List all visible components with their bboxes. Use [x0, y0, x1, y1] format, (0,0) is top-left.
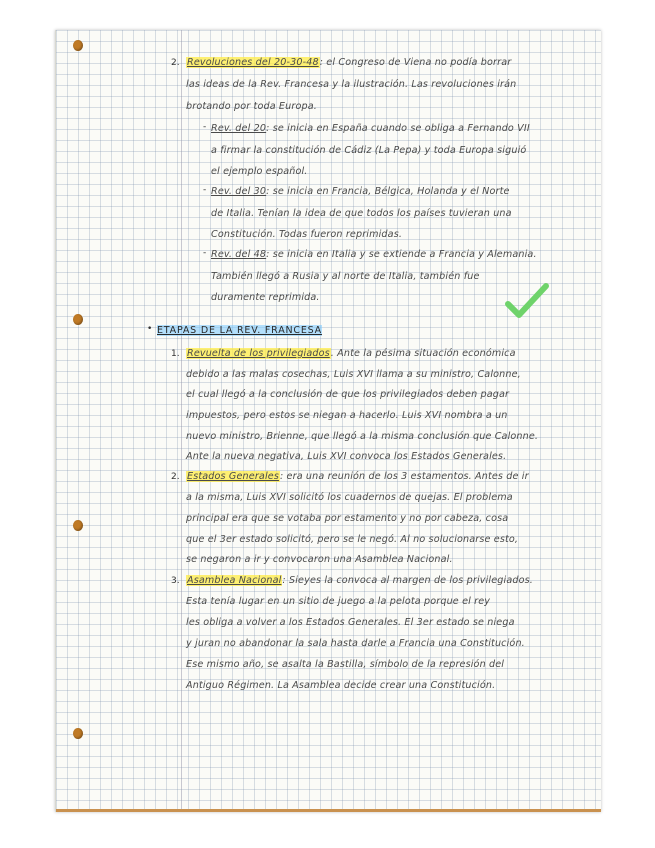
page-edge [56, 809, 601, 812]
text-line [211, 186, 510, 197]
text-line: impuestos, pero estos se niegan a hacerlo. Luis XVI nombra a un [186, 410, 508, 421]
item-number: 1. [171, 349, 180, 359]
sub-title: Rev. del 20 [211, 123, 267, 134]
sub-title: Rev. del 48 [211, 249, 267, 260]
bullet: • [147, 324, 153, 334]
section-title: Revoluciones del 20-30-48 [187, 57, 319, 68]
text-line: nuevo ministro, Brienne, que llegó a la misma conclusión que Calonne. [186, 431, 539, 442]
heading-text: ETAPAS DE LA REV. FRANCESA [157, 325, 322, 336]
text-line [211, 249, 537, 260]
text-line: el ejemplo español. [211, 166, 308, 177]
text-fragment: : se inicia en España cuando se obliga a Fernando VII [266, 123, 530, 134]
text-fragment: : Sieyes la convoca al margen de los privilegiados. [282, 575, 533, 586]
text-line [186, 57, 511, 68]
text-line [186, 471, 529, 482]
section-heading [157, 325, 322, 336]
text-line: principal era que se votaba por estamento y no por cabeza, cosa [186, 513, 509, 524]
text-line: Esta tenía lugar en un sitio de juego a la pelota porque el rey [186, 596, 491, 607]
text-fragment: . Ante la pésima situación económica [330, 348, 516, 359]
text-line: debido a las malas cosechas, Luis XVI llama a su ministro, Calonne, [186, 369, 521, 380]
text-line: a la misma, Luis XVI solicitó los cuadernos de quejas. El problema [186, 492, 513, 503]
text-line: de Italia. Tenían la idea de que todos los países tuvieran una [211, 208, 512, 219]
text-fragment: : se inicia en Francia, Bélgica, Holanda y el Norte [266, 186, 510, 197]
checkmark-icon [505, 282, 549, 320]
text-line: se negaron a ir y convocaron una Asamblea Nacional. [186, 554, 453, 565]
text-line: y juran no abandonar la sala hasta darle a Francia una Constitución. [186, 638, 525, 649]
text-line [186, 348, 516, 359]
item-number: 3. [171, 576, 180, 586]
margin-line [181, 30, 182, 812]
bullet: - [203, 122, 207, 132]
text-line: duramente reprimida. [211, 292, 320, 303]
text-line: las ideas de la Rev. Francesa y la ilustración. Las revoluciones irán [186, 79, 517, 90]
stage-title: Revuelta de los privilegiados [187, 348, 330, 359]
text-fragment: : era una reunión de los 3 estamentos. Antes de ir [279, 471, 529, 482]
text-line: También llegó a Rusia y al norte de Italia, también fue [211, 271, 480, 282]
binder-hole [73, 520, 83, 531]
text-line: brotando por toda Europa. [186, 101, 317, 112]
text-line: Ante la nueva negativa, Luis XVI convoca los Estados Generales. [186, 451, 507, 462]
text-fragment: : se inicia en Italia y se extiende a Francia y Alemania. [266, 249, 537, 260]
sub-title: Rev. del 30 [211, 186, 267, 197]
text-line [186, 575, 533, 586]
binder-hole [73, 314, 83, 325]
text-line: les obliga a volver a los Estados Generales. El 3er estado se niega [186, 617, 515, 628]
text-line: el cual llegó a la conclusión de que los privilegiados deben pagar [186, 389, 510, 400]
binder-hole [73, 728, 83, 739]
stage-title: Estados Generales [187, 471, 279, 482]
text-line [211, 123, 530, 134]
text-line: Constitución. Todas fueron reprimidas. [211, 229, 403, 240]
bullet: - [203, 248, 207, 258]
text-line: a firmar la constitución de Cádiz (La Pepa) y toda Europa siguió [211, 145, 527, 156]
bullet: - [203, 185, 207, 195]
stage-title: Asamblea Nacional [187, 575, 282, 586]
text-line: que el 3er estado solicitó, pero se le negó. Al no solucionarse esto, [186, 534, 519, 545]
text-line: Antiguo Régimen. La Asamblea decide crear una Constitución. [186, 680, 496, 691]
item-number: 2. [171, 472, 180, 482]
binder-hole [73, 40, 83, 51]
text-fragment: : el Congreso de Viena no podía borrar [319, 57, 512, 68]
text-line: Ese mismo año, se asalta la Bastilla, símbolo de la represión del [186, 659, 505, 670]
item-number: 2. [171, 58, 180, 68]
